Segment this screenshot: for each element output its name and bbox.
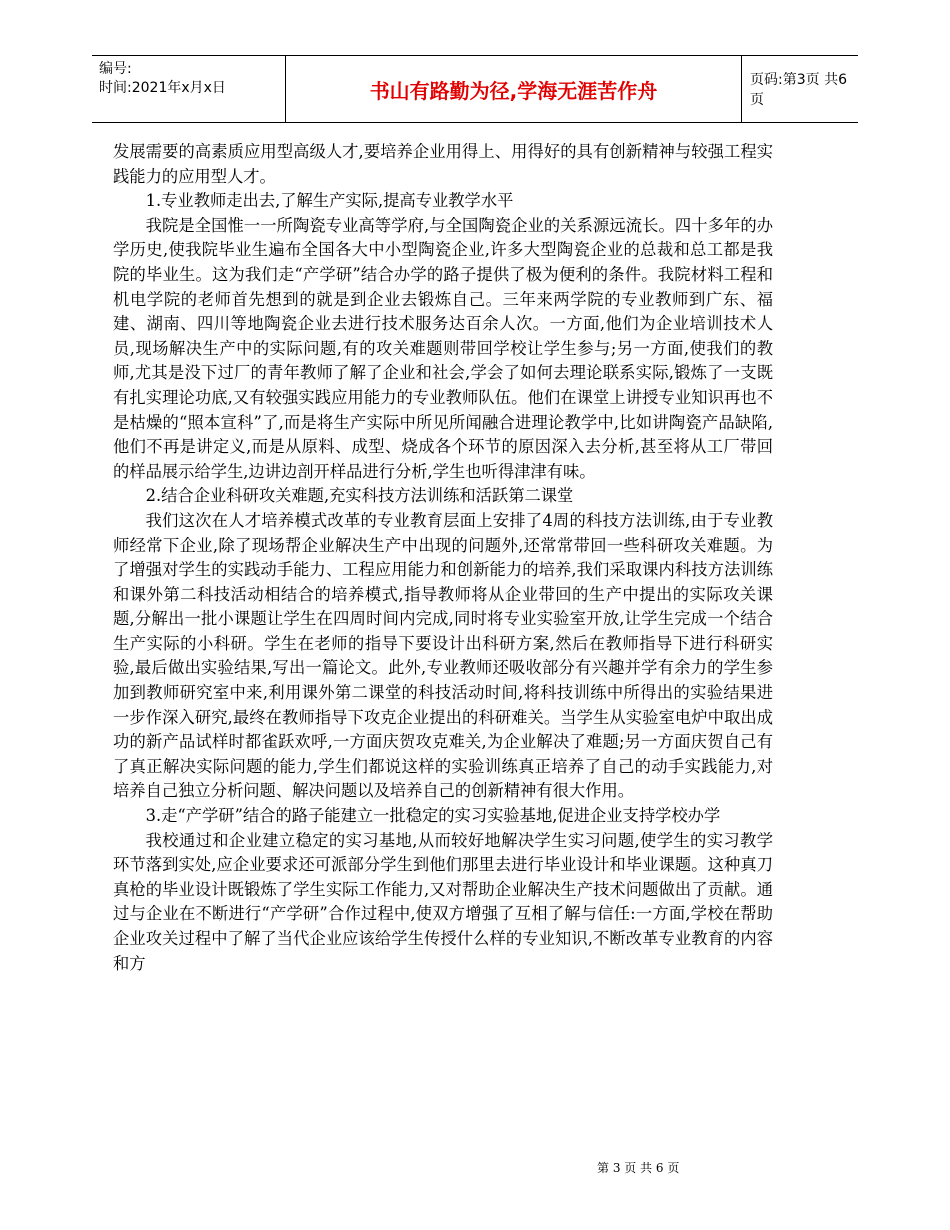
header-page-number: 页码:第3页 共6页 bbox=[750, 72, 847, 108]
page-header bbox=[92, 55, 858, 123]
paragraph-continued: 发展需要的高素质应用型高级人才,要培养企业用得上、用得好的具有创新精神与较强工程实践能力的应用型人才。 bbox=[113, 142, 773, 186]
paragraph: 我们这次在人才培养模式改革的专业教育层面上安排了4周的科技方法训练,由于专业教师经常下企业,除了现场帮企业解决生产中出现的问题外,还常常带回一些科研攻关难题。为了增强对学生的实践动手能力、工程应用能力和创新能力的培养,我们采取课内科技方法训练和课外第二科技活动相结合的培养模式,指导教师将从企业带回的生产中提出的实际攻关课题,分解出一批小课题让学生在四周时间内完成,同时将专业实验室开放,让学生完成一个结合生产实际的小科研。学生在老师的指导下要设计出科研方案,然后在教师指导下进行科研实验,最后做出实验结果,写出一篇论文。此外,专业教师还吸收部分有兴趣并学有余力的学生参加到教师研究室中来,利用课外第二课堂的科技活动时间,将科技训练中所得出的实验结果进一步作深入研究,最终在教师指导下攻克企业提出的科研难关。当学生从实验室电炉中取出成功的新产品试样时都雀跃欢呼,一方面庆贺攻克难关,为企业解决了难题;另一方面庆贺自己有了真正解决实际问题的能力,学生们都说这样的实验训练真正培养了自己的动手实践能力,对培养自己独立分析问题、解决问题以及培养自己的创新精神有很大作用。 bbox=[113, 510, 773, 801]
section-heading-3: 3.走“产学研”结合的路子能建立一批稳定的实习实验基地,促进企业支持学校办学 bbox=[145, 806, 721, 826]
page-footer: 第 3 页 共 6 页 bbox=[597, 1161, 680, 1175]
document-number: 编号: bbox=[99, 61, 132, 77]
section-heading-1: 1.专业教师走出去,了解生产实际,提高专业教学水平 bbox=[145, 191, 514, 211]
paragraph: 我院是全国惟一一所陶瓷专业高等学府,与全国陶瓷企业的关系源远流长。四十多年的办学历史,使我院毕业生遍布全国各大中小型陶瓷企业,许多大型陶瓷企业的总裁和总工都是我院的毕业生。这为我们走“产学研”结合办学的路子提供了极为便利的条件。我院材料工程和机电学院的老师首先想到的就是到企业去锻炼自己。三年来两学院的专业教师到广东、福建、湖南、四川等地陶瓷企业去进行技术服务达百余人次。一方面,他们为企业培训技术人员,现场解决生产中的实际问题,有的攻关难题则带回学校让学生参与;另一方面,使我们的教师,尤其是没下过厂的青年教师了解了企业和社会,学会了如何去理论联系实际,锻炼了一支既有扎实理论功底,又有较强实践应用能力的专业教师队伍。他们在课堂上讲授专业知识再也不是枯燥的“照本宣科”了,而是将生产实际中所见所闻融合进理论教学中,比如讲陶瓷产品缺陷,他们不再是讲定义,而是从原料、成型、烧成各个环节的原因深入去分析,甚至将从工厂带回的样品展示给学生,边讲边剖开样品进行分析,学生也听得津津有味。 bbox=[113, 215, 773, 481]
document-body bbox=[113, 140, 773, 976]
header-motto: 书山有路勤为径,学海无涯苦作舟 bbox=[285, 56, 742, 122]
section-heading-2: 2.结合企业科研攻关难题,充实科技方法训练和活跃第二课堂 bbox=[145, 486, 574, 506]
header-meta bbox=[92, 56, 285, 122]
paragraph: 我校通过和企业建立稳定的实习基地,从而较好地解决学生实习问题,使学生的实习教学环节落到实处,应企业要求还可派部分学生到他们那里去进行毕业设计和毕业课题。这种真刀真枪的毕业设计既锻炼了学生实际工作能力,又对帮助企业解决生产技术问题做出了贡献。通过与企业在不断进行“产学研”合作过程中,使双方增强了互相了解与信任:一方面,学校在帮助企业攻关过程中了解了当代企业应该给学生传授什么样的专业知识,不断改革专业教育的内容和方 bbox=[113, 830, 773, 973]
document-time: 时间:2021年x月x日 bbox=[99, 80, 226, 96]
